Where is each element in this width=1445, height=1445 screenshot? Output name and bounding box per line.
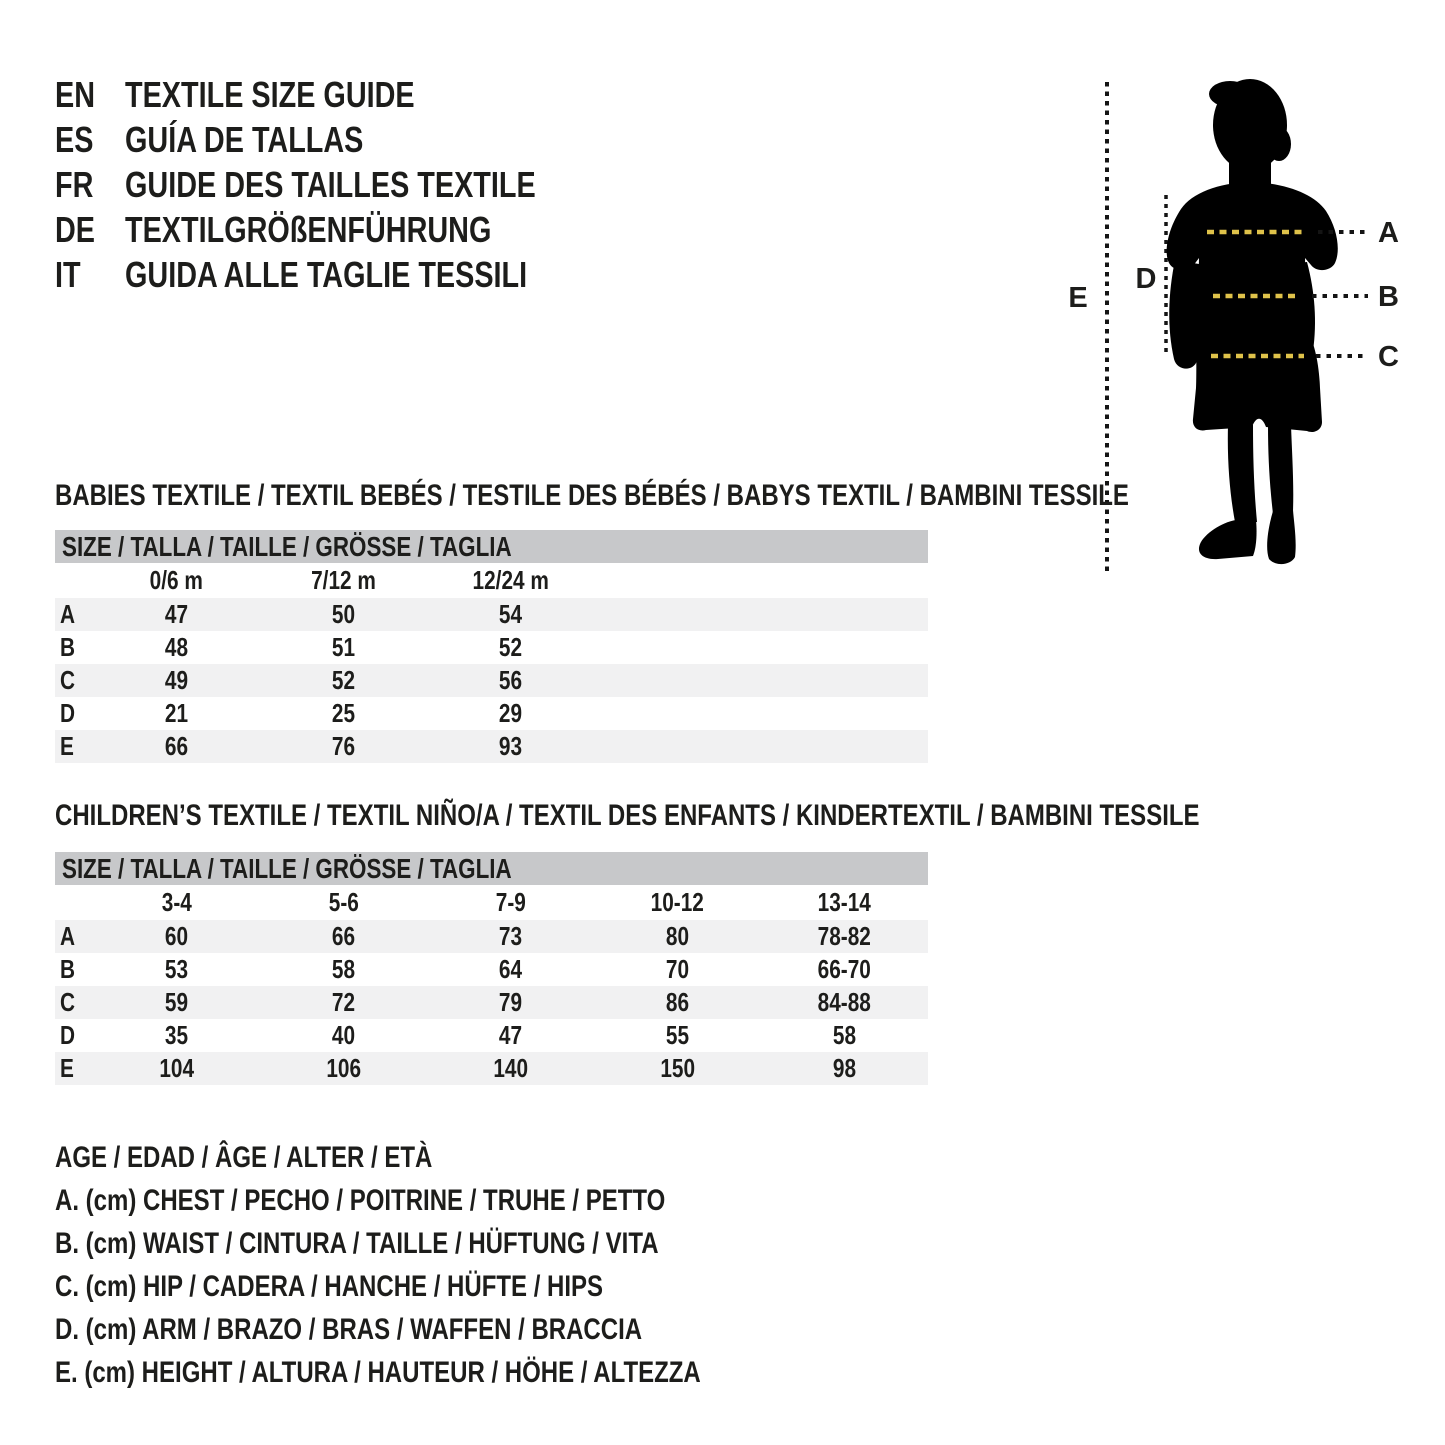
children-col-1: 5-6	[328, 887, 359, 917]
children-row-e: E 104 106 140 150 98	[55, 1052, 928, 1085]
lang-title-es: GUÍA DE TALLAS	[125, 119, 364, 160]
diagram-label-e: E	[1068, 282, 1088, 314]
children-col-0: 3-4	[161, 887, 192, 917]
babies-col-0: 0/6 m	[149, 565, 204, 595]
lang-code-en: EN	[55, 74, 96, 115]
lang-title-de: TEXTILGRÖßENFÜHRUNG	[125, 209, 492, 250]
babies-section-title: BABIES TEXTILE / TEXTIL BEBÉS / TESTILE DES BÉBÉS / BABYS TEXTIL / BAMBINI TESSILE	[55, 479, 1129, 512]
diagram-label-b: B	[1378, 281, 1399, 313]
lang-row-es	[55, 117, 638, 162]
diagram-label-a: A	[1378, 217, 1399, 249]
language-title-block	[55, 72, 638, 297]
diagram-label-c: C	[1378, 341, 1399, 373]
babies-row-e: E 66 76 93	[55, 730, 928, 763]
legend-chest: A. (cm) CHEST / PECHO / POITRINE / TRUHE / PETTO	[55, 1184, 666, 1217]
lang-row-fr	[55, 162, 638, 207]
children-row-c: C 59 72 79 86 84-88	[55, 986, 928, 1019]
babies-col-2: 12/24 m	[472, 565, 549, 595]
lang-row-it	[55, 252, 638, 297]
children-col-2: 7-9	[495, 887, 526, 917]
legend-hip: C. (cm) HIP / CADERA / HANCHE / HÜFTE / HIPS	[55, 1270, 604, 1303]
legend-height: E. (cm) HEIGHT / ALTURA / HAUTEUR / HÖHE / ALTEZZA	[55, 1356, 701, 1389]
lang-title-en: TEXTILE SIZE GUIDE	[125, 74, 415, 115]
babies-row-b: B 48 51 52	[60, 632, 523, 662]
children-section-title: CHILDREN’S TEXTILE / TEXTIL NIÑO/A / TEXTIL DES ENFANTS / KINDERTEXTIL / BAMBINI TESSILE	[55, 799, 1200, 832]
lang-code-fr: FR	[55, 164, 94, 205]
babies-size-header-bar: SIZE / TALLA / TAILLE / GRÖSSE / TAGLIA	[55, 530, 928, 563]
measurement-legend	[55, 1136, 862, 1394]
legend-waist: B. (cm) WAIST / CINTURA / TAILLE / HÜFTUNG / VITA	[55, 1227, 659, 1260]
babies-row-a: A 47 50 54	[55, 598, 928, 631]
babies-row-c: C 49 52 56	[55, 664, 928, 697]
size-diagram	[1050, 70, 1420, 600]
babies-column-header-row	[55, 563, 928, 598]
children-row-d: D 35 40 47 55 58	[60, 1020, 857, 1050]
lang-row-de	[55, 207, 638, 252]
babies-size-table	[55, 530, 928, 763]
lang-title-fr: GUIDE DES TAILLES TEXTILE	[125, 164, 536, 205]
children-col-3: 10-12	[650, 887, 705, 917]
babies-col-1: 7/12 m	[311, 565, 376, 595]
children-col-4: 13-14	[817, 887, 872, 917]
diagram-label-d: D	[1135, 263, 1157, 295]
lang-title-it: GUIDA ALLE TAGLIE TESSILI	[125, 254, 528, 295]
children-column-header-row	[55, 885, 928, 920]
lang-code-de: DE	[55, 209, 96, 250]
children-row-b: B 53 58 64 70 66-70	[60, 954, 872, 984]
legend-arm: D. (cm) ARM / BRAZO / BRAS / WAFFEN / BRACCIA	[55, 1313, 643, 1346]
children-size-header-bar: SIZE / TALLA / TAILLE / GRÖSSE / TAGLIA	[55, 852, 928, 885]
lang-code-es: ES	[55, 119, 94, 160]
babies-row-d: D 21 25 29	[60, 698, 523, 728]
legend-age: AGE / EDAD / ÂGE / ALTER / ETÀ	[55, 1141, 433, 1174]
lang-row-en	[55, 72, 638, 117]
children-size-table	[55, 852, 928, 1085]
children-row-a: A 60 66 73 80 78-82	[55, 920, 928, 953]
lang-code-it: IT	[55, 254, 81, 295]
